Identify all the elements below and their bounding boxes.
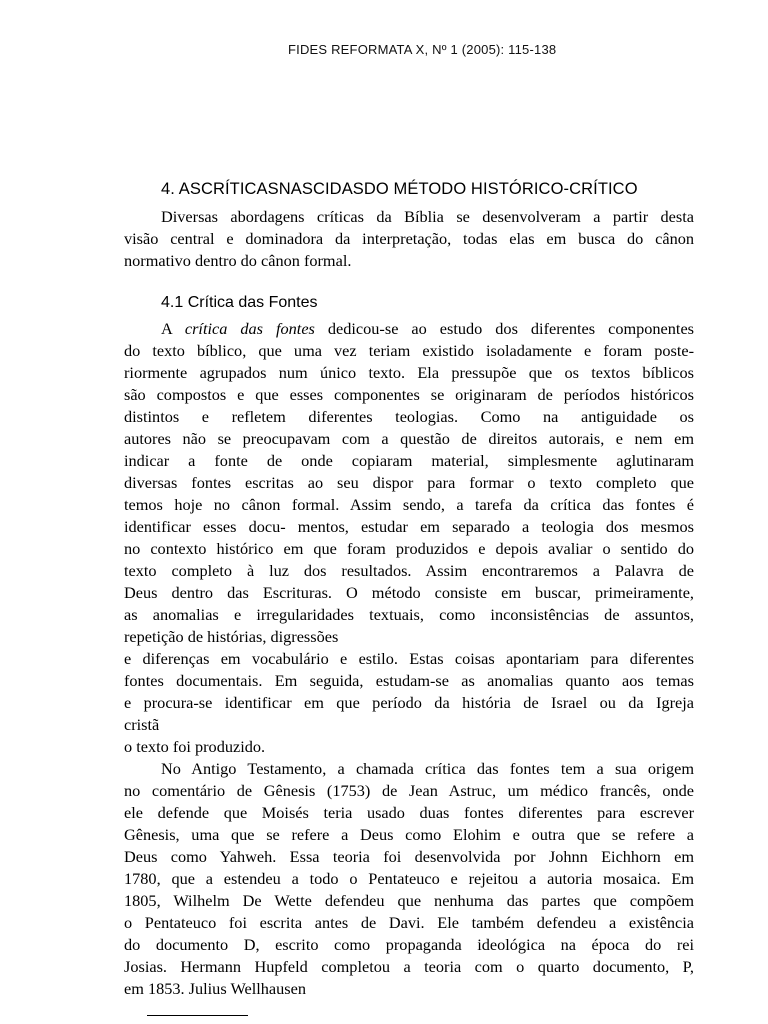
text-line	[124, 318, 694, 340]
text-line: indicar a fonte de onde copiaram material, simplesmente aglutinaram	[124, 451, 694, 470]
paragraph-lines	[124, 340, 694, 758]
text-line: do texto bíblico, que uma vez teriam existido isoladamente e foram poste-	[124, 341, 694, 360]
text-line: distintos e refletem diferentes teologias. Como na antiguidade os	[124, 407, 694, 426]
text-line: riormente agrupados num único texto. Ela pressupõe que os textos bíblicos	[124, 363, 694, 382]
text-line: o texto foi produzido.	[124, 737, 266, 756]
text-line: identificar esses docu- mentos, estudar em separado a teologia dos mesmos	[124, 517, 694, 536]
text-line: fontes documentais. Em seguida, estudam-se as anomalias quanto aos temas	[124, 671, 694, 690]
paragraph-source-criticism	[124, 318, 694, 758]
text-line: cristã	[124, 715, 160, 734]
text-line: diversas fontes escritas ao seu dispor para formar o texto completo que	[124, 473, 694, 492]
text-line: ele defende que Moisés teria usado duas fontes diferentes para escrever	[124, 803, 694, 822]
text-line: e procura-se identificar em que período da história de Israel ou da Igreja	[124, 693, 694, 712]
text-line: do documento D, escrito como propaganda ideológica na época do rei	[124, 935, 694, 954]
text-line: são compostos e que esses componentes se originaram de períodos históricos	[124, 385, 694, 404]
paragraph-old-testament	[124, 758, 694, 1000]
running-header: FIDES REFORMATA X, Nº 1 (2005): 115-138	[288, 42, 557, 57]
page-body	[124, 180, 694, 1000]
text-line: o Pentateuco foi escrita antes de Davi. Ele também defendeu a existência	[124, 913, 694, 932]
text-line: em 1853. Julius Wellhausen	[124, 979, 306, 998]
text-run: dedicou-se ao estudo dos diferentes componentes	[314, 319, 694, 338]
text-line: as anomalias e irregularidades textuais, como inconsistências de assuntos,	[124, 605, 694, 624]
text-line: visão central e dominadora da interpretação, todas elas em busca do cânon	[124, 229, 694, 248]
intro-paragraph	[124, 206, 694, 272]
text-run: A	[161, 319, 185, 338]
text-line: Gênesis, uma que se refere a Deus como Elohim e outra que se refere a	[124, 825, 694, 844]
text-line: no comentário de Gênesis (1753) de Jean Astruc, um médico francês, onde	[124, 781, 694, 800]
text-line: Deus dentro das Escrituras. O método consiste em buscar, primeiramente,	[124, 583, 694, 602]
text-line: 1780, que a estendeu a todo o Pentateuco e rejeitou a autoria mosaica. Em	[124, 869, 694, 888]
text-line: e diferenças em vocabulário e estilo. Estas coisas apontariam para diferentes	[124, 649, 694, 668]
text-line: normativo dentro do cânon formal.	[124, 251, 352, 270]
text-line: repetição de histórias, digressões	[124, 627, 339, 646]
text-line: autores não se preocupavam com a questão de direitos autorais, e nem em	[124, 429, 694, 448]
text-line: Josias. Hermann Hupfeld completou a teoria com o quarto documento, P,	[124, 957, 694, 976]
subsection-heading: 4.1 Crítica das Fontes	[161, 294, 318, 311]
section-heading: 4. ASCRÍTICASNASCIDASDO MÉTODO HISTÓRICO-CRÍTICO	[161, 180, 638, 198]
text-line: temos hoje no cânon formal. Assim sendo, a tarefa da crítica das fontes é	[124, 495, 694, 514]
text-line: 1805, Wilhelm De Wette defendeu que nenhuma das partes que compõem	[124, 891, 694, 910]
italic-term: crítica das fontes	[184, 319, 315, 338]
text-line: Deus como Yahweh. Essa teoria foi desenvolvida por Johnn Eichhorn em	[124, 847, 694, 866]
footnote-separator	[147, 1015, 248, 1016]
text-line: No Antigo Testamento, a chamada crítica das fontes tem a sua origem	[161, 759, 694, 778]
text-line: texto completo à luz dos resultados. Assim encontraremos a Palavra de	[124, 561, 694, 580]
text-line: Diversas abordagens críticas da Bíblia se desenvolveram a partir desta	[161, 207, 694, 226]
text-line: no contexto histórico em que foram produzidos e depois avaliar o sentido do	[124, 539, 694, 558]
